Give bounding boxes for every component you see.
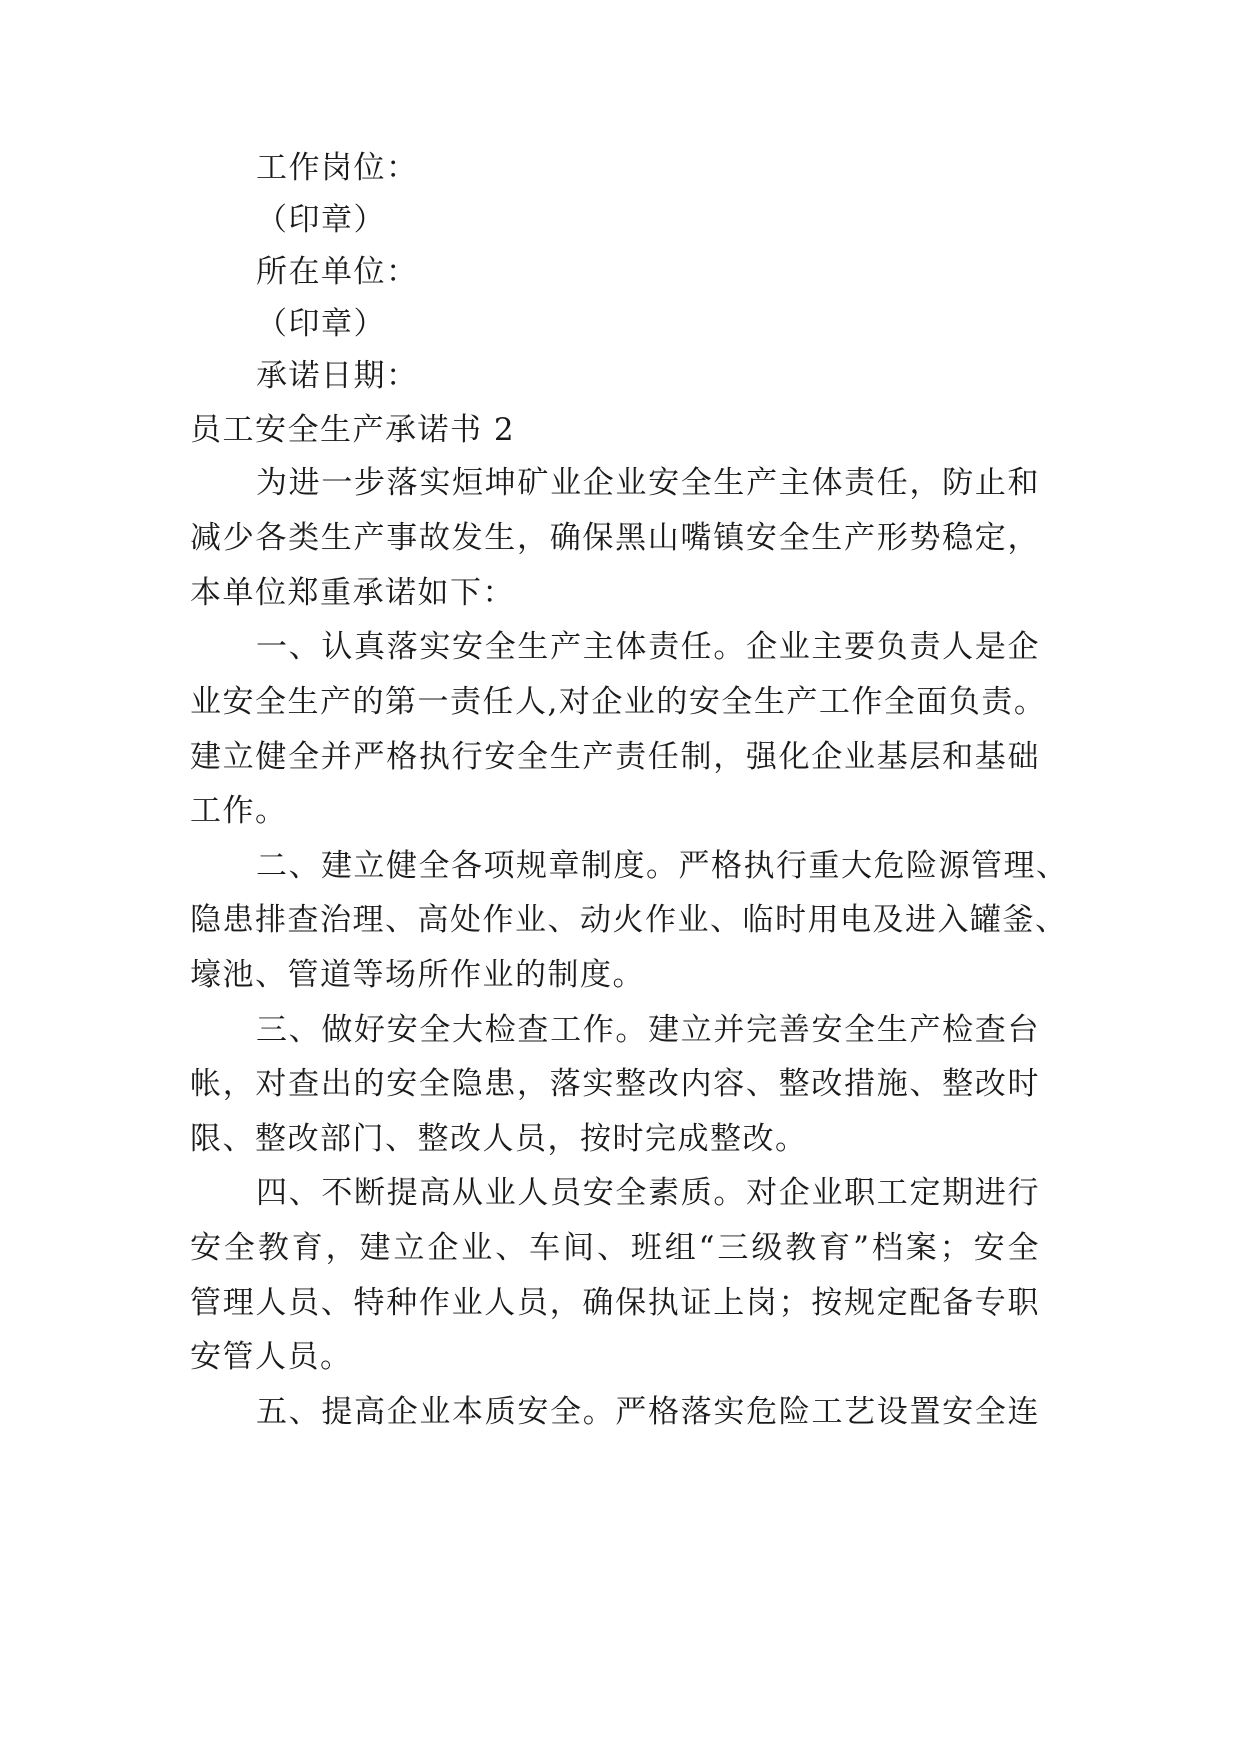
job-position-label: 工作岗位： bbox=[256, 150, 419, 186]
paragraph-line: 隐患排查治理、高处作业、动火作业、临时用电及进入罐釜、 bbox=[190, 902, 1068, 938]
seal-label-1: （印章） bbox=[256, 202, 386, 238]
paragraph-line: 减少各类生产事故发生，确保黑山嘴镇安全生产形势稳定， bbox=[190, 520, 1040, 556]
paragraph-line: 安全教育，建立企业、车间、班组“三级教育”档案；安全 bbox=[190, 1230, 1040, 1266]
paragraph-line: 业安全生产的第一责任人,对企业的安全生产工作全面负责。 bbox=[190, 684, 1047, 720]
section-title: 员工安全生产承诺书 2 bbox=[190, 412, 516, 448]
paragraph-line: 限、整改部门、整改人员，按时完成整改。 bbox=[190, 1121, 808, 1157]
paragraph-line: 二、建立健全各项规章制度。严格执行重大危险源管理、 bbox=[256, 848, 1069, 884]
seal-label-2: （印章） bbox=[256, 306, 386, 342]
paragraph-line: 一、认真落实安全生产主体责任。企业主要负责人是企 bbox=[256, 629, 1040, 665]
paragraph-line: 建立健全并严格执行安全生产责任制，强化企业基层和基础 bbox=[190, 739, 1040, 775]
unit-label: 所在单位： bbox=[256, 254, 419, 290]
paragraph-line: 五、提高企业本质安全。严格落实危险工艺设置安全连 bbox=[256, 1394, 1040, 1430]
paragraph-line: 为进一步落实烜坤矿业企业安全生产主体责任，防止和 bbox=[256, 465, 1040, 501]
commitment-date-label: 承诺日期： bbox=[256, 358, 419, 394]
paragraph-line: 工作。 bbox=[190, 793, 288, 829]
paragraph-line: 壕池、管道等场所作业的制度。 bbox=[190, 957, 645, 993]
paragraph-line: 本单位郑重承诺如下： bbox=[190, 575, 515, 611]
paragraph-line: 四、不断提高从业人员安全素质。对企业职工定期进行 bbox=[256, 1175, 1040, 1211]
paragraph-line: 管理人员、特种作业人员，确保执证上岗；按规定配备专职 bbox=[190, 1285, 1040, 1321]
paragraph-line: 三、做好安全大检查工作。建立并完善安全生产检查台 bbox=[256, 1012, 1040, 1048]
paragraph-line: 帐，对查出的安全隐患，落实整改内容、整改措施、整改时 bbox=[190, 1066, 1040, 1102]
paragraph-line: 安管人员。 bbox=[190, 1339, 353, 1375]
